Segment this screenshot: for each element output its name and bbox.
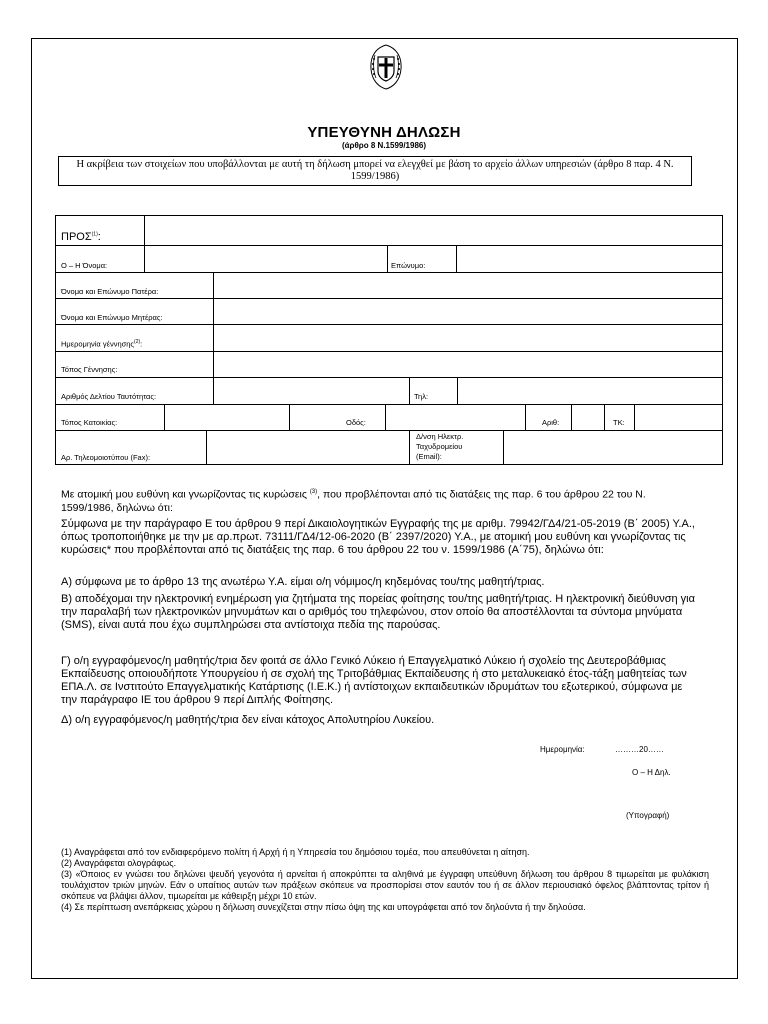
declaration-intro: Με ατομική μου ευθύνη και γνωρίζοντας τις κυρώσεις $^{(3)}$, που προβλέπονται από τις διατάξεις της παρ. 6 του άρθρου 22 του Ν. 1599/1986, δηλώνω ότι: bbox=[61, 488, 646, 514]
street-label: Οδός: bbox=[346, 418, 366, 427]
footnotes bbox=[61, 847, 709, 913]
father-name-label: Όνομα και Επώνυμο Πατέρα: bbox=[61, 287, 159, 296]
declaration-item-a: Α) σύμφωνα με το άρθρο 13 της ανωτέρω Υ.Α. είμαι ο/η νόμιμος/η κηδεμόνας του/της μαθητή/τριας. bbox=[61, 576, 545, 588]
postal-code-label: ΤΚ: bbox=[613, 418, 625, 427]
email-label-line3: (Email): bbox=[416, 452, 442, 461]
date-value: ………20…… bbox=[615, 745, 664, 754]
signature-label: (Υπογραφή) bbox=[626, 811, 670, 820]
accuracy-note: Η ακρίβεια των στοιχείων που υποβάλλονται με αυτή τη δήλωση μπορεί να ελεγχθεί με βάση το αρχείο άλλων υπηρεσιών (άρθρο 8 παρ. 4 Ν. 1599/1986) bbox=[58, 156, 692, 186]
residence-label: Τόπος Κατοικίας: bbox=[61, 418, 118, 427]
id-number-label: Αριθμός Δελτίου Ταυτότητας: bbox=[61, 392, 157, 401]
footnote-1: (1) Αναγράφεται από τον ενδιαφερόμενο πολίτη ή Αρχή ή η Υπηρεσία του δημόσιου τομέα, που απευθύνεται η αίτηση. bbox=[61, 847, 530, 857]
fax-label: Αρ. Τηλεομοιοτύπου (Fax): bbox=[61, 453, 151, 462]
birthdate-label: Ημερομηνία γέννησης$^{(2)}$: bbox=[61, 339, 143, 349]
greek-coat-of-arms-icon bbox=[367, 43, 405, 91]
declaration-paragraph: Σύμφωνα με την παράγραφο Ε του άρθρου 9 περί Δικαιολογητικών Εγγραφής της με αριθμ. 79942/ΓΔ4/21-05-2019 (Β΄ 2005) Υ.Α., όπως τροποποιήθηκε με την με αρ.πρωτ. 73111/ΓΔ4/12-06-2020 (Β΄ 2397/2020) Υ.Α., με ατομική μου ευθύνη και γνωρίζοντας τις κυρώσεις* που προβλέπονται από τις διατάξεις της παρ. 6 του άρθρου 22 του ν. 1599/1986 (Α΄75), δηλώνω ότι: bbox=[61, 518, 695, 556]
name-label: Ο – Η Όνομα: bbox=[61, 261, 108, 270]
date-label: Ημερομηνία: bbox=[540, 745, 585, 754]
phone-label: Τηλ: bbox=[414, 392, 429, 401]
document-title: ΥΠΕΥΘΥΝΗ ΔΗΛΩΣΗ bbox=[307, 124, 461, 141]
footnote-4: (4) Σε περίπτωση ανεπάρκειας χώρου η δήλωση συνεχίζεται στην πίσω όψη της και υπογράφεται από τον δηλούντα ή την δηλούσα. bbox=[61, 902, 586, 912]
recipient-label: ΠΡΟΣ$^{(1)}$: bbox=[61, 231, 101, 243]
surname-label: Επώνυμο: bbox=[391, 261, 426, 270]
document-subtitle: (άρθρο 8 Ν.1599/1986) bbox=[341, 141, 427, 150]
mother-name-label: Όνομα και Επώνυμο Μητέρας: bbox=[61, 313, 163, 322]
footnote-2: (2) Αναγράφεται ολογράφως. bbox=[61, 858, 177, 868]
birthplace-label: Τόπος Γέννησης: bbox=[61, 365, 118, 374]
declaration-item-b: Β) αποδέχομαι την ηλεκτρονική ενημέρωση για ζητήματα της πορείας φοίτησης του/της μαθητή/τριας. Η ηλεκτρονική διεύθυνση για την παραλαβή των ηλεκτρονικών μηνυμάτων και ο αριθμός του τηλεφώνου, στον οποίο θα αποστέλλονται τα σύντομα μηνύματα (SMS), είναι αυτά που έχω συμπληρώσει στα αντίστοιχα πεδία της παρούσας. bbox=[61, 593, 695, 631]
declarant-label: Ο – Η Δηλ. bbox=[632, 768, 671, 777]
footnote-3: (3) «Όποιος εν γνώσει του δηλώνει ψευδή γεγονότα ή αρνείται ή αποκρύπτει τα αληθινά με έγγραφη υπεύθυνη δήλωση του άρθρου 8 τιμωρείται με φυλάκιση τουλάχιστον τριών μηνών. Εάν ο υπαίτιος αυτών των πράξεων σκόπευε να προσπορίσει στον εαυτόν του ή σε άλλον περιουσιακό όφελος βλάπτοντας τρίτον ή σκόπευε να βλάψει άλλον, τιμωρείται με κάθειρξη μέχρι 10 ετών. bbox=[61, 869, 709, 901]
email-label-line1: Δ/νση Ηλεκτρ. bbox=[416, 432, 464, 441]
declaration-item-d: Δ) ο/η εγγραφόμενος/η μαθητής/τρια δεν είναι κάτοχος Απολυτηρίου Λυκείου. bbox=[61, 714, 435, 726]
street-number-label: Αριθ: bbox=[542, 418, 560, 427]
personal-details-form bbox=[55, 215, 723, 465]
email-label-line2: Ταχυδρομείου bbox=[416, 442, 463, 451]
declaration-item-c: Γ) ο/η εγγραφόμενος/η μαθητής/τρια δεν φοιτά σε άλλο Γενικό Λύκειο ή Επαγγελματικό Λύκειο ή σχολείο της Δευτεροβάθμιας Εκπαίδευσης οποιουδήποτε Υπουργείου ή σε σχολή της Τριτοβάθμιας Εκπαίδευσης ή στο μεταλυκειακό έτος-τάξη μαθητείας των ΕΠΑ.Λ. σε Ινστιτούτο Επαγγελματικής Κατάρτισης (Ι.Ε.Κ.) ή αντίστοιχων εκπαιδευτικών ιδρυμάτων του εξωτερικού, σύμφωνα με την παράγραφο ΙΕ του άρθρου 9 περί Διπλής Φοίτησης. bbox=[61, 655, 687, 706]
